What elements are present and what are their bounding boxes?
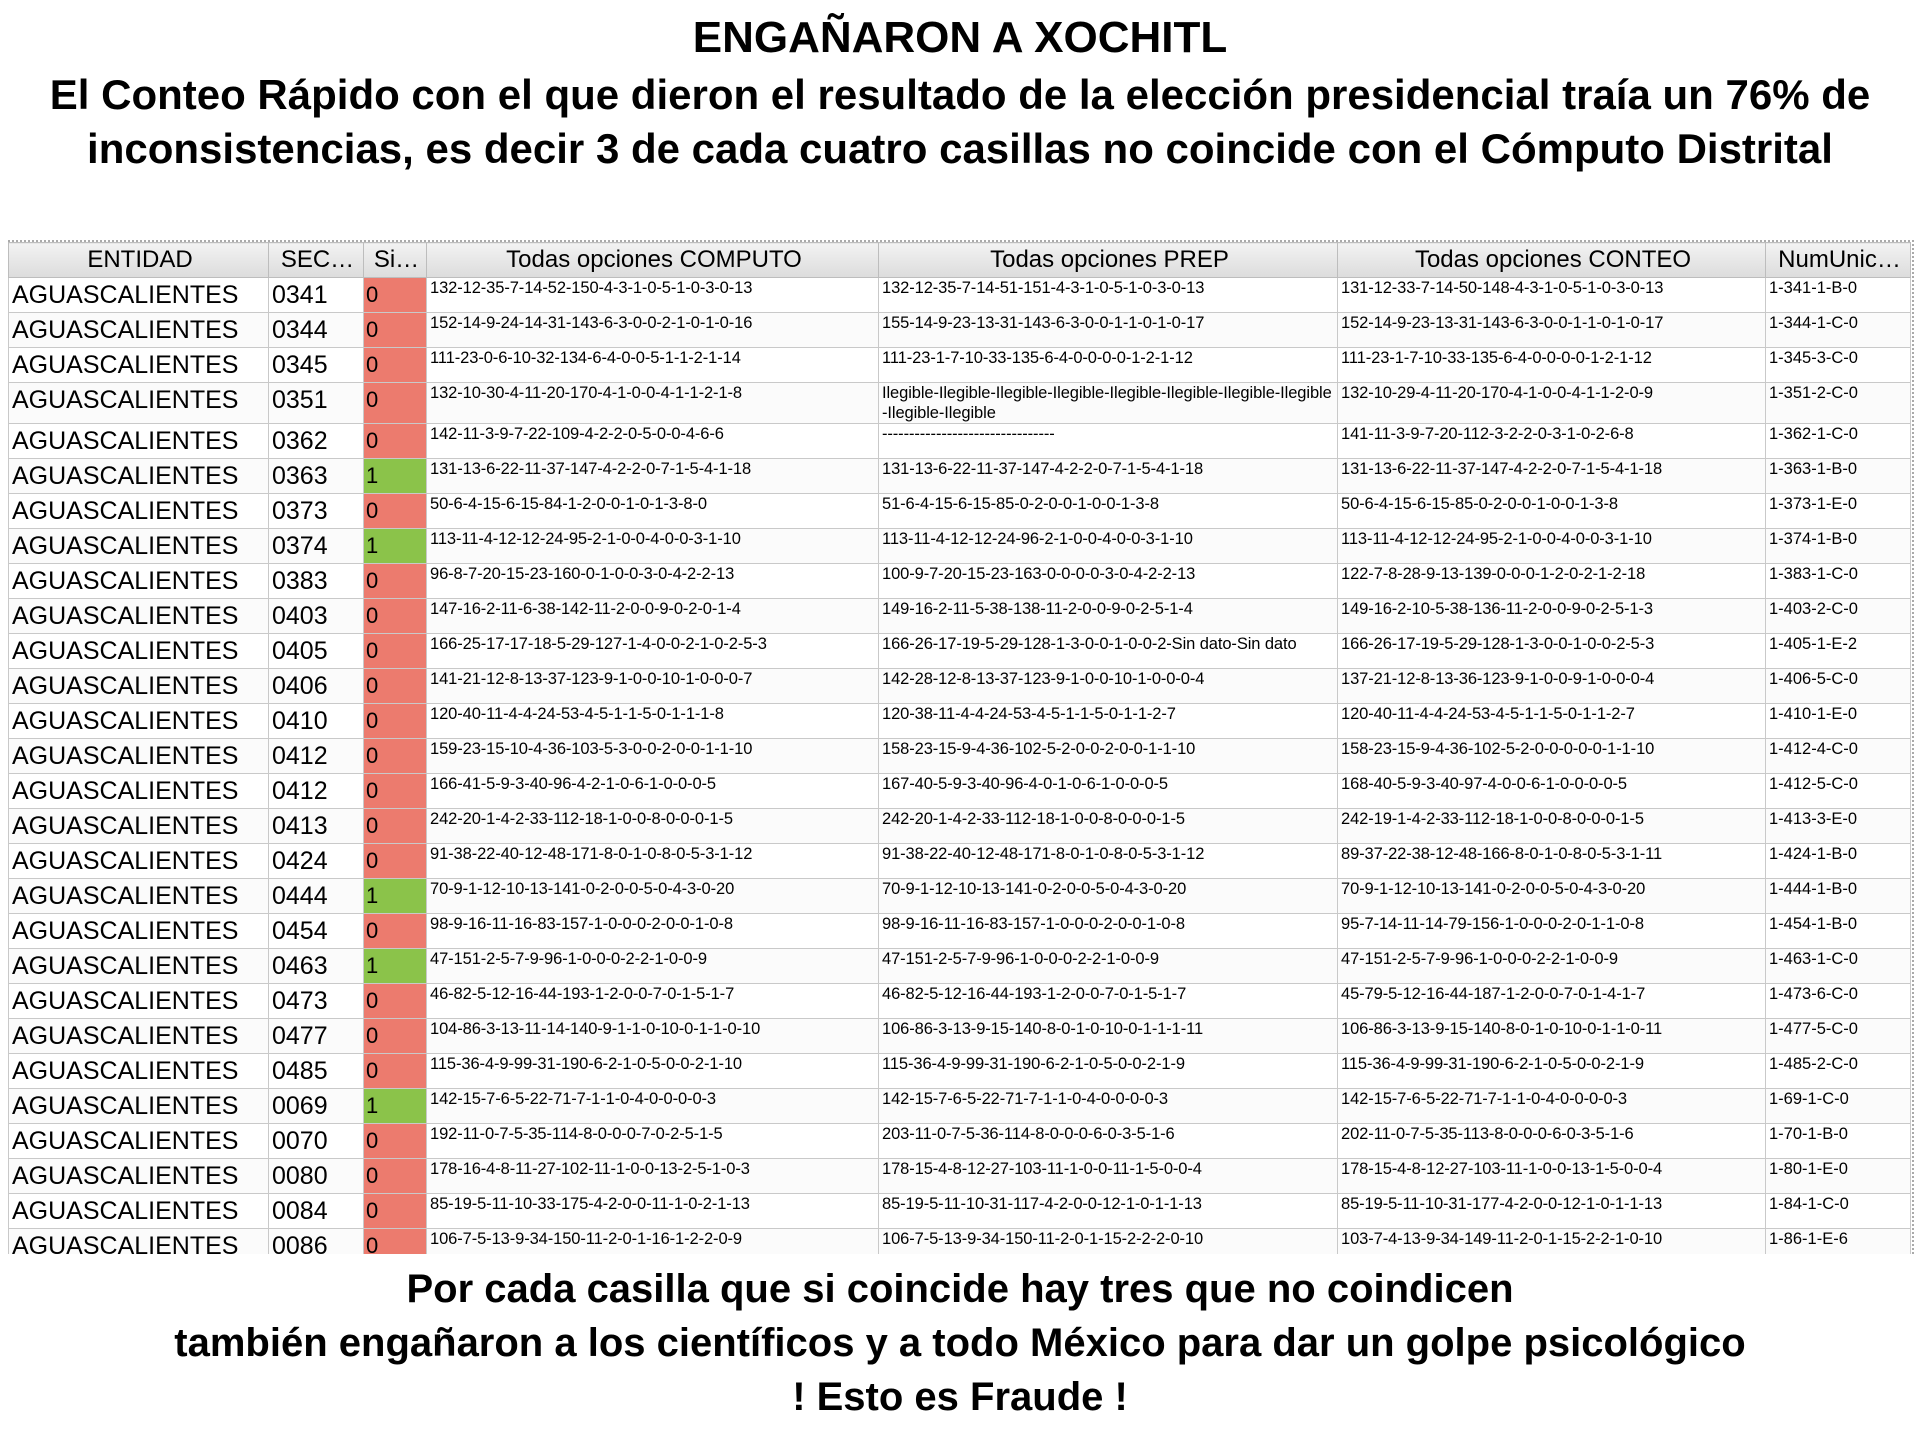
table-row: [9, 459, 1911, 494]
footer-message: [0, 1262, 1920, 1424]
cell-entidad[interactable]: AGUASCALIENTES: [9, 564, 269, 599]
cell-entidad[interactable]: AGUASCALIENTES: [9, 529, 269, 564]
cell-conteo[interactable]: 106-86-3-13-9-15-140-8-0-1-0-10-0-1-1-0-11: [1338, 1019, 1766, 1054]
cell-coincide[interactable]: 0: [364, 704, 427, 739]
footer-line-3: ! Esto es Fraude !: [792, 1375, 1128, 1419]
cell-numunico[interactable]: 1-412-4-C-0: [1766, 739, 1911, 774]
cell-seccion[interactable]: 0406: [269, 669, 364, 704]
cell-numunico[interactable]: 1-403-2-C-0: [1766, 599, 1911, 634]
table-row: [9, 1054, 1911, 1089]
cell-prep[interactable]: Ilegible-Ilegible-Ilegible-Ilegible-Ilegible-Ilegible-Ilegible-Ilegible-Ilegible-Ilegible: [879, 383, 1338, 424]
cell-conteo[interactable]: 89-37-22-38-12-48-166-8-0-1-0-8-0-5-3-1-11: [1338, 844, 1766, 879]
cell-conteo[interactable]: 149-16-2-10-5-38-136-11-2-0-0-9-0-2-5-1-3: [1338, 599, 1766, 634]
cell-seccion[interactable]: 0351: [269, 383, 364, 424]
cell-entidad[interactable]: AGUASCALIENTES: [9, 1159, 269, 1194]
cell-entidad[interactable]: AGUASCALIENTES: [9, 704, 269, 739]
cell-coincide[interactable]: 0: [364, 1159, 427, 1194]
cell-prep[interactable]: 70-9-1-12-10-13-141-0-2-0-0-5-0-4-3-0-20: [879, 879, 1338, 914]
cell-seccion[interactable]: 0086: [269, 1229, 364, 1255]
cell-entidad[interactable]: AGUASCALIENTES: [9, 424, 269, 459]
cell-coincide[interactable]: 0: [364, 809, 427, 844]
cell-seccion[interactable]: 0463: [269, 949, 364, 984]
table-row: [9, 599, 1911, 634]
table-row: [9, 1229, 1911, 1255]
cell-seccion[interactable]: 0403: [269, 599, 364, 634]
cell-prep[interactable]: 106-86-3-13-9-15-140-8-0-1-0-10-0-1-1-1-11: [879, 1019, 1338, 1054]
cell-computo[interactable]: 242-20-1-4-2-33-112-18-1-0-0-8-0-0-0-1-5: [427, 809, 879, 844]
cell-numunico[interactable]: 1-374-1-B-0: [1766, 529, 1911, 564]
cell-conteo[interactable]: 152-14-9-23-13-31-143-6-3-0-0-1-1-0-1-0-17: [1338, 313, 1766, 348]
table-header-row: [9, 243, 1911, 278]
cell-coincide[interactable]: 0: [364, 278, 427, 313]
cell-seccion[interactable]: 0363: [269, 459, 364, 494]
cell-computo[interactable]: 132-10-30-4-11-20-170-4-1-0-0-4-1-1-2-1-8: [427, 383, 879, 424]
cell-numunico[interactable]: 1-424-1-B-0: [1766, 844, 1911, 879]
cell-seccion[interactable]: 0362: [269, 424, 364, 459]
table-row: [9, 494, 1911, 529]
cell-entidad[interactable]: AGUASCALIENTES: [9, 1229, 269, 1255]
table-row: [9, 949, 1911, 984]
cell-seccion[interactable]: 0383: [269, 564, 364, 599]
cell-seccion[interactable]: 0444: [269, 879, 364, 914]
results-table: [8, 242, 1911, 1254]
cell-entidad[interactable]: AGUASCALIENTES: [9, 1019, 269, 1054]
cell-coincide[interactable]: 0: [364, 1194, 427, 1229]
cell-conteo[interactable]: 132-10-29-4-11-20-170-4-1-0-0-4-1-1-2-0-9: [1338, 383, 1766, 424]
cell-prep[interactable]: 106-7-5-13-9-34-150-11-2-0-1-15-2-2-2-0-10: [879, 1229, 1338, 1255]
cell-entidad[interactable]: AGUASCALIENTES: [9, 949, 269, 984]
cell-computo[interactable]: 142-15-7-6-5-22-71-7-1-1-0-4-0-0-0-0-3: [427, 1089, 879, 1124]
cell-seccion[interactable]: 0341: [269, 278, 364, 313]
cell-computo[interactable]: 111-23-0-6-10-32-134-6-4-0-0-5-1-1-2-1-14: [427, 348, 879, 383]
cell-conteo[interactable]: 131-12-33-7-14-50-148-4-3-1-0-5-1-0-3-0-13: [1338, 278, 1766, 313]
cell-seccion[interactable]: 0084: [269, 1194, 364, 1229]
cell-prep[interactable]: 178-15-4-8-12-27-103-11-1-0-0-11-1-5-0-0-4: [879, 1159, 1338, 1194]
cell-seccion[interactable]: 0069: [269, 1089, 364, 1124]
cell-entidad[interactable]: AGUASCALIENTES: [9, 348, 269, 383]
cell-conteo[interactable]: 131-13-6-22-11-37-147-4-2-2-0-7-1-5-4-1-18: [1338, 459, 1766, 494]
cell-numunico[interactable]: 1-84-1-C-0: [1766, 1194, 1911, 1229]
column-header-numunico[interactable]: NumUnic…: [1766, 243, 1911, 278]
cell-computo[interactable]: 46-82-5-12-16-44-193-1-2-0-0-7-0-1-5-1-7: [427, 984, 879, 1019]
cell-conteo[interactable]: 120-40-11-4-4-24-53-4-5-1-1-5-0-1-1-2-7: [1338, 704, 1766, 739]
cell-coincide[interactable]: 0: [364, 313, 427, 348]
cell-coincide[interactable]: 0: [364, 599, 427, 634]
cell-coincide[interactable]: 0: [364, 669, 427, 704]
column-header-computo[interactable]: Todas opciones COMPUTO: [427, 243, 879, 278]
cell-computo[interactable]: 120-40-11-4-4-24-53-4-5-1-1-5-0-1-1-1-8: [427, 704, 879, 739]
cell-prep[interactable]: 142-28-12-8-13-37-123-9-1-0-0-10-1-0-0-0-4: [879, 669, 1338, 704]
cell-computo[interactable]: 131-13-6-22-11-37-147-4-2-2-0-7-1-5-4-1-18: [427, 459, 879, 494]
cell-conteo[interactable]: 242-19-1-4-2-33-112-18-1-0-0-8-0-0-0-1-5: [1338, 809, 1766, 844]
cell-computo[interactable]: 91-38-22-40-12-48-171-8-0-1-0-8-0-5-3-1-12: [427, 844, 879, 879]
cell-numunico[interactable]: 1-80-1-E-0: [1766, 1159, 1911, 1194]
cell-seccion[interactable]: 0410: [269, 704, 364, 739]
table-row: [9, 704, 1911, 739]
table-body: [9, 278, 1911, 1255]
table-row: [9, 424, 1911, 459]
cell-coincide[interactable]: 1: [364, 459, 427, 494]
cell-coincide[interactable]: 0: [364, 1019, 427, 1054]
cell-computo[interactable]: 70-9-1-12-10-13-141-0-2-0-0-5-0-4-3-0-20: [427, 879, 879, 914]
cell-numunico[interactable]: 1-444-1-B-0: [1766, 879, 1911, 914]
cell-seccion[interactable]: 0454: [269, 914, 364, 949]
cell-seccion[interactable]: 0373: [269, 494, 364, 529]
cell-seccion[interactable]: 0413: [269, 809, 364, 844]
cell-computo[interactable]: 147-16-2-11-6-38-142-11-2-0-0-9-0-2-0-1-4: [427, 599, 879, 634]
cell-coincide[interactable]: 0: [364, 424, 427, 459]
cell-numunico[interactable]: 1-477-5-C-0: [1766, 1019, 1911, 1054]
cell-conteo[interactable]: 168-40-5-9-3-40-97-4-0-0-6-1-0-0-0-0-5: [1338, 774, 1766, 809]
column-header-conteo[interactable]: Todas opciones CONTEO: [1338, 243, 1766, 278]
cell-conteo[interactable]: 85-19-5-11-10-31-177-4-2-0-0-12-1-0-1-1-13: [1338, 1194, 1766, 1229]
cell-prep[interactable]: 242-20-1-4-2-33-112-18-1-0-0-8-0-0-0-1-5: [879, 809, 1338, 844]
cell-seccion[interactable]: 0344: [269, 313, 364, 348]
cell-conteo[interactable]: 45-79-5-12-16-44-187-1-2-0-0-7-0-1-4-1-7: [1338, 984, 1766, 1019]
cell-prep[interactable]: 120-38-11-4-4-24-53-4-5-1-1-5-0-1-1-2-7: [879, 704, 1338, 739]
cell-prep[interactable]: 203-11-0-7-5-36-114-8-0-0-0-6-0-3-5-1-6: [879, 1124, 1338, 1159]
cell-seccion[interactable]: 0485: [269, 1054, 364, 1089]
cell-seccion[interactable]: 0070: [269, 1124, 364, 1159]
cell-numunico[interactable]: 1-70-1-B-0: [1766, 1124, 1911, 1159]
cell-coincide[interactable]: 1: [364, 1089, 427, 1124]
column-header-prep[interactable]: Todas opciones PREP: [879, 243, 1338, 278]
cell-prep[interactable]: 132-12-35-7-14-51-151-4-3-1-0-5-1-0-3-0-13: [879, 278, 1338, 313]
cell-prep[interactable]: 115-36-4-9-99-31-190-6-2-1-0-5-0-0-2-1-9: [879, 1054, 1338, 1089]
cell-numunico[interactable]: 1-344-1-C-0: [1766, 313, 1911, 348]
cell-entidad[interactable]: AGUASCALIENTES: [9, 879, 269, 914]
cell-prep[interactable]: 91-38-22-40-12-48-171-8-0-1-0-8-0-5-3-1-12: [879, 844, 1338, 879]
cell-numunico[interactable]: 1-413-3-E-0: [1766, 809, 1911, 844]
cell-numunico[interactable]: 1-405-1-E-2: [1766, 634, 1911, 669]
table-row: [9, 774, 1911, 809]
cell-prep[interactable]: 47-151-2-5-7-9-96-1-0-0-0-2-2-1-0-0-9: [879, 949, 1338, 984]
table-row: [9, 634, 1911, 669]
cell-numunico[interactable]: 1-412-5-C-0: [1766, 774, 1911, 809]
table-row: [9, 1019, 1911, 1054]
footer-line-1: Por cada casilla que si coincide hay tres que no coindicen: [406, 1267, 1514, 1311]
cell-computo[interactable]: 50-6-4-15-6-15-84-1-2-0-0-1-0-1-3-8-0: [427, 494, 879, 529]
column-header-seccion[interactable]: SEC…: [269, 243, 364, 278]
cell-computo[interactable]: 96-8-7-20-15-23-160-0-1-0-0-3-0-4-2-2-13: [427, 564, 879, 599]
table-row: [9, 278, 1911, 313]
cell-numunico[interactable]: 1-485-2-C-0: [1766, 1054, 1911, 1089]
cell-numunico[interactable]: 1-410-1-E-0: [1766, 704, 1911, 739]
cell-conteo[interactable]: 137-21-12-8-13-36-123-9-1-0-0-9-1-0-0-0-4: [1338, 669, 1766, 704]
cell-entidad[interactable]: AGUASCALIENTES: [9, 634, 269, 669]
cell-numunico[interactable]: 1-363-1-B-0: [1766, 459, 1911, 494]
cell-entidad[interactable]: AGUASCALIENTES: [9, 459, 269, 494]
cell-computo[interactable]: 166-41-5-9-3-40-96-4-2-1-0-6-1-0-0-0-5: [427, 774, 879, 809]
cell-conteo[interactable]: 111-23-1-7-10-33-135-6-4-0-0-0-0-1-2-1-12: [1338, 348, 1766, 383]
cell-conteo[interactable]: 95-7-14-11-14-79-156-1-0-0-0-2-0-1-1-0-8: [1338, 914, 1766, 949]
cell-coincide[interactable]: 0: [364, 774, 427, 809]
cell-prep[interactable]: 149-16-2-11-5-38-138-11-2-0-0-9-0-2-5-1-4: [879, 599, 1338, 634]
cell-computo[interactable]: 85-19-5-11-10-33-175-4-2-0-0-11-1-0-2-1-13: [427, 1194, 879, 1229]
cell-entidad[interactable]: AGUASCALIENTES: [9, 669, 269, 704]
cell-computo[interactable]: 113-11-4-12-12-24-95-2-1-0-0-4-0-0-3-1-10: [427, 529, 879, 564]
cell-coincide[interactable]: 0: [364, 1124, 427, 1159]
cell-numunico[interactable]: 1-373-1-E-0: [1766, 494, 1911, 529]
cell-numunico[interactable]: 1-383-1-C-0: [1766, 564, 1911, 599]
cell-entidad[interactable]: AGUASCALIENTES: [9, 1194, 269, 1229]
cell-computo[interactable]: 98-9-16-11-16-83-157-1-0-0-0-2-0-0-1-0-8: [427, 914, 879, 949]
cell-prep[interactable]: 111-23-1-7-10-33-135-6-4-0-0-0-0-1-2-1-12: [879, 348, 1338, 383]
cell-seccion[interactable]: 0412: [269, 774, 364, 809]
cell-entidad[interactable]: AGUASCALIENTES: [9, 1124, 269, 1159]
cell-numunico[interactable]: 1-86-1-E-6: [1766, 1229, 1911, 1255]
cell-prep[interactable]: 167-40-5-9-3-40-96-4-0-1-0-6-1-0-0-0-5: [879, 774, 1338, 809]
cell-conteo[interactable]: 166-26-17-19-5-29-128-1-3-0-0-1-0-0-2-5-3: [1338, 634, 1766, 669]
cell-coincide[interactable]: 0: [364, 494, 427, 529]
cell-numunico[interactable]: 1-473-6-C-0: [1766, 984, 1911, 1019]
cell-coincide[interactable]: 0: [364, 844, 427, 879]
cell-coincide[interactable]: 0: [364, 914, 427, 949]
cell-prep[interactable]: 51-6-4-15-6-15-85-0-2-0-0-1-0-0-1-3-8: [879, 494, 1338, 529]
cell-prep[interactable]: 113-11-4-12-12-24-96-2-1-0-0-4-0-0-3-1-10: [879, 529, 1338, 564]
cell-computo[interactable]: 142-11-3-9-7-22-109-4-2-2-0-5-0-0-4-6-6: [427, 424, 879, 459]
cell-prep[interactable]: 46-82-5-12-16-44-193-1-2-0-0-7-0-1-5-1-7: [879, 984, 1338, 1019]
cell-entidad[interactable]: AGUASCALIENTES: [9, 599, 269, 634]
cell-entidad[interactable]: AGUASCALIENTES: [9, 494, 269, 529]
cell-coincide[interactable]: 0: [364, 564, 427, 599]
cell-computo[interactable]: 192-11-0-7-5-35-114-8-0-0-0-7-0-2-5-1-5: [427, 1124, 879, 1159]
table-row: [9, 844, 1911, 879]
cell-entidad[interactable]: AGUASCALIENTES: [9, 383, 269, 424]
cell-prep[interactable]: 100-9-7-20-15-23-163-0-0-0-0-3-0-4-2-2-13: [879, 564, 1338, 599]
cell-computo[interactable]: 47-151-2-5-7-9-96-1-0-0-0-2-2-1-0-0-9: [427, 949, 879, 984]
cell-conteo[interactable]: 50-6-4-15-6-15-85-0-2-0-0-1-0-0-1-3-8: [1338, 494, 1766, 529]
cell-entidad[interactable]: AGUASCALIENTES: [9, 313, 269, 348]
page-title: ENGAÑARON A XOCHITL: [692, 13, 1228, 62]
cell-entidad[interactable]: AGUASCALIENTES: [9, 774, 269, 809]
cell-seccion[interactable]: 0424: [269, 844, 364, 879]
cell-prep[interactable]: 98-9-16-11-16-83-157-1-0-0-0-2-0-0-1-0-8: [879, 914, 1338, 949]
cell-coincide[interactable]: 0: [364, 383, 427, 424]
table-row: [9, 739, 1911, 774]
cell-conteo[interactable]: 178-15-4-8-12-27-103-11-1-0-0-13-1-5-0-0-4: [1338, 1159, 1766, 1194]
cell-conteo[interactable]: 103-7-4-13-9-34-149-11-2-0-1-15-2-2-1-0-10: [1338, 1229, 1766, 1255]
cell-prep[interactable]: --------------------------------: [879, 424, 1338, 459]
table-row: [9, 313, 1911, 348]
cell-coincide[interactable]: 0: [364, 1054, 427, 1089]
cell-computo[interactable]: 178-16-4-8-11-27-102-11-1-0-0-13-2-5-1-0-3: [427, 1159, 879, 1194]
cell-numunico[interactable]: 1-351-2-C-0: [1766, 383, 1911, 424]
cell-computo[interactable]: 115-36-4-9-99-31-190-6-2-1-0-5-0-0-2-1-10: [427, 1054, 879, 1089]
cell-computo[interactable]: 166-25-17-17-18-5-29-127-1-4-0-0-2-1-0-2-5-3: [427, 634, 879, 669]
cell-prep[interactable]: 85-19-5-11-10-31-117-4-2-0-0-12-1-0-1-1-13: [879, 1194, 1338, 1229]
cell-conteo[interactable]: 113-11-4-12-12-24-95-2-1-0-0-4-0-0-3-1-10: [1338, 529, 1766, 564]
cell-numunico[interactable]: 1-341-1-B-0: [1766, 278, 1911, 313]
column-header-entidad[interactable]: ENTIDAD: [9, 243, 269, 278]
cell-computo[interactable]: 159-23-15-10-4-36-103-5-3-0-0-2-0-0-1-1-10: [427, 739, 879, 774]
cell-prep[interactable]: 158-23-15-9-4-36-102-5-2-0-0-2-0-0-1-1-10: [879, 739, 1338, 774]
cell-conteo[interactable]: 122-7-8-28-9-13-139-0-0-0-1-2-0-2-1-2-18: [1338, 564, 1766, 599]
table-row: [9, 1124, 1911, 1159]
cell-seccion[interactable]: 0477: [269, 1019, 364, 1054]
cell-numunico[interactable]: 1-345-3-C-0: [1766, 348, 1911, 383]
cell-seccion[interactable]: 0345: [269, 348, 364, 383]
cell-coincide[interactable]: 0: [364, 348, 427, 383]
cell-computo[interactable]: 106-7-5-13-9-34-150-11-2-0-1-16-1-2-2-0-9: [427, 1229, 879, 1255]
cell-entidad[interactable]: AGUASCALIENTES: [9, 278, 269, 313]
cell-numunico[interactable]: 1-69-1-C-0: [1766, 1089, 1911, 1124]
cell-entidad[interactable]: AGUASCALIENTES: [9, 1054, 269, 1089]
cell-coincide[interactable]: 1: [364, 949, 427, 984]
cell-seccion[interactable]: 0473: [269, 984, 364, 1019]
table-row: [9, 1089, 1911, 1124]
cell-computo[interactable]: 152-14-9-24-14-31-143-6-3-0-0-2-1-0-1-0-16: [427, 313, 879, 348]
cell-numunico[interactable]: 1-406-5-C-0: [1766, 669, 1911, 704]
cell-conteo[interactable]: 141-11-3-9-7-20-112-3-2-2-0-3-1-0-2-6-8: [1338, 424, 1766, 459]
spreadsheet: [8, 240, 1914, 1254]
cell-entidad[interactable]: AGUASCALIENTES: [9, 809, 269, 844]
cell-seccion[interactable]: 0374: [269, 529, 364, 564]
cell-numunico[interactable]: 1-463-1-C-0: [1766, 949, 1911, 984]
cell-numunico[interactable]: 1-454-1-B-0: [1766, 914, 1911, 949]
cell-entidad[interactable]: AGUASCALIENTES: [9, 739, 269, 774]
cell-coincide[interactable]: 0: [364, 739, 427, 774]
cell-coincide[interactable]: 0: [364, 1229, 427, 1255]
footer-line-2: también engañaron a los científicos y a todo México para dar un golpe psicológico: [174, 1321, 1746, 1365]
table-row: [9, 809, 1911, 844]
table-row: [9, 1159, 1911, 1194]
cell-coincide[interactable]: 0: [364, 984, 427, 1019]
cell-computo[interactable]: 104-86-3-13-11-14-140-9-1-1-0-10-0-1-1-0-10: [427, 1019, 879, 1054]
table-row: [9, 564, 1911, 599]
table-row: [9, 383, 1911, 424]
cell-entidad[interactable]: AGUASCALIENTES: [9, 1089, 269, 1124]
cell-conteo[interactable]: 142-15-7-6-5-22-71-7-1-1-0-4-0-0-0-0-3: [1338, 1089, 1766, 1124]
cell-coincide[interactable]: 0: [364, 634, 427, 669]
cell-conteo[interactable]: 158-23-15-9-4-36-102-5-2-0-0-0-0-0-1-1-10: [1338, 739, 1766, 774]
table-row: [9, 669, 1911, 704]
page-subtitle: El Conteo Rápido con el que dieron el resultado de la elección presidencial traía un 76% de inconsistencias, es decir 3 de cada cuatro casillas no coincide con el Cómputo Distrital: [49, 71, 1871, 172]
table-row: [9, 914, 1911, 949]
cell-coincide[interactable]: 1: [364, 529, 427, 564]
cell-prep[interactable]: 131-13-6-22-11-37-147-4-2-2-0-7-1-5-4-1-18: [879, 459, 1338, 494]
cell-prep[interactable]: 155-14-9-23-13-31-143-6-3-0-0-1-1-0-1-0-17: [879, 313, 1338, 348]
cell-conteo[interactable]: 70-9-1-12-10-13-141-0-2-0-0-5-0-4-3-0-20: [1338, 879, 1766, 914]
cell-computo[interactable]: 141-21-12-8-13-37-123-9-1-0-0-10-1-0-0-0-7: [427, 669, 879, 704]
cell-conteo[interactable]: 202-11-0-7-5-35-113-8-0-0-0-6-0-3-5-1-6: [1338, 1124, 1766, 1159]
cell-computo[interactable]: 132-12-35-7-14-52-150-4-3-1-0-5-1-0-3-0-13: [427, 278, 879, 313]
table-row: [9, 1194, 1911, 1229]
cell-entidad[interactable]: AGUASCALIENTES: [9, 914, 269, 949]
cell-seccion[interactable]: 0412: [269, 739, 364, 774]
table-row: [9, 879, 1911, 914]
cell-coincide[interactable]: 1: [364, 879, 427, 914]
table-row: [9, 984, 1911, 1019]
column-header-coincide[interactable]: Si…: [364, 243, 427, 278]
cell-conteo[interactable]: 47-151-2-5-7-9-96-1-0-0-0-2-2-1-0-0-9: [1338, 949, 1766, 984]
cell-numunico[interactable]: 1-362-1-C-0: [1766, 424, 1911, 459]
cell-prep[interactable]: 142-15-7-6-5-22-71-7-1-1-0-4-0-0-0-0-3: [879, 1089, 1338, 1124]
cell-conteo[interactable]: 115-36-4-9-99-31-190-6-2-1-0-5-0-0-2-1-9: [1338, 1054, 1766, 1089]
cell-seccion[interactable]: 0405: [269, 634, 364, 669]
cell-seccion[interactable]: 0080: [269, 1159, 364, 1194]
cell-entidad[interactable]: AGUASCALIENTES: [9, 844, 269, 879]
table-row: [9, 529, 1911, 564]
cell-prep[interactable]: 166-26-17-19-5-29-128-1-3-0-0-1-0-0-2-Sin dato-Sin dato: [879, 634, 1338, 669]
cell-entidad[interactable]: AGUASCALIENTES: [9, 984, 269, 1019]
table-row: [9, 348, 1911, 383]
